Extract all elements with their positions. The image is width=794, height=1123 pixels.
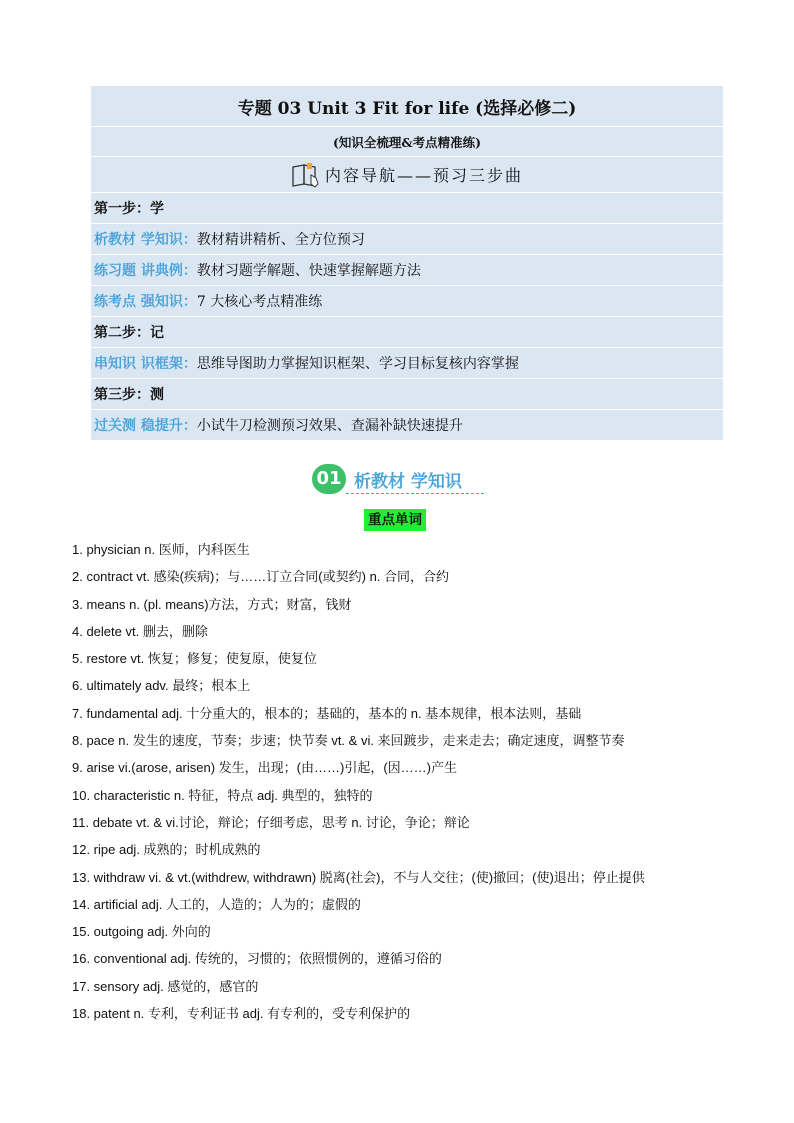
section-number: 01 (312, 464, 346, 494)
step-heading: 第三步：测 (91, 379, 723, 410)
step-item (91, 348, 723, 379)
vocab-item: 14. artificial adj. 人工的，人造的；人为的；虚假的 (72, 896, 361, 912)
step-heading: 第一步：学 (91, 193, 723, 224)
vocab-item: 10. characteristic n. 特征，特点 adj. 典型的，独特的 (72, 787, 373, 803)
step-item-label: 串知识 识框架： (94, 356, 197, 372)
section-underline (346, 493, 484, 494)
section-title: 析教材 学知识 (354, 472, 462, 492)
step-heading: 第二步：记 (91, 317, 723, 348)
step-item-text: 教材习题学解题、快速掌握解题方法 (196, 263, 421, 279)
vocab-list (72, 538, 752, 1029)
vocab-item: 17. sensory adj. 感觉的，感官的 (72, 978, 259, 994)
step-item-label: 过关测 稳提升： (94, 418, 197, 434)
vocab-item: 1. physician n. 医师，内科医生 (72, 542, 250, 557)
page-title: 专题 03 Unit 3 Fit for life (选择必修二) (91, 86, 723, 127)
vocab-item: 11. debate vt. & vi.讨论，辩论；仔细考虑，思考 n. 讨论，争论；辩论 (72, 814, 470, 830)
section-banner (312, 462, 487, 496)
vocab-item: 6. ultimately adv. 最终；根本上 (72, 678, 251, 694)
vocab-item: 13. withdraw vi. & vt.(withdrew, withdrawn) 脱离(社会)，不与人交往；(使)撤回；(使)退出；停止提供 (72, 869, 645, 885)
vocab-item: 18. patent n. 专利，专利证书 adj. 有专利的，受专利保护的 (72, 1006, 411, 1022)
vocab-item: 2. contract vt. 感染(疾病)；与……订立合同(或契约) n. 合同，合约 (72, 569, 450, 585)
step-item (91, 410, 723, 441)
vocab-item: 7. fundamental adj. 十分重大的，根本的；基础的，基本的 n. 基本规律，根本法则，基础 (72, 705, 582, 721)
vocab-item: 9. arise vi.(arose, arisen) 发生，出现；(由……)引起，(因……)产生 (72, 760, 457, 776)
vocab-item: 5. restore vt. 恢复；修复；使复原，使复位 (72, 651, 317, 667)
step-item-label: 练习题 讲典例： (94, 263, 197, 279)
step-item-label: 练考点 强知识： (94, 294, 197, 310)
book-icon (291, 162, 321, 188)
step-item (91, 286, 723, 317)
vocab-item: 12. ripe adj. 成熟的；时机成熟的 (72, 842, 261, 858)
key-words-tag: 重点单词 (364, 509, 426, 531)
step-item-text: 教材精讲精析、全方位预习 (196, 232, 365, 248)
nav-title: 内容导航——预习三步曲 (324, 166, 523, 185)
vocab-item: 4. delete vt. 删去，删除 (72, 623, 208, 639)
page-subtitle: (知识全梳理&考点精准练) (91, 127, 723, 157)
step-item-text: 思维导图助力掌握知识框架、学习目标复核内容掌握 (196, 356, 519, 372)
step-item (91, 255, 723, 286)
vocab-item: 16. conventional adj. 传统的，习惯的；依照惯例的，遵循习俗的 (72, 951, 442, 967)
step-item-label: 析教材 学知识： (94, 232, 197, 248)
header-box (91, 86, 723, 441)
vocab-item: 8. pace n. 发生的速度，节奏；步速；快节奏 vt. & vi. 来回踱步，走来走去；确定速度，调整节奏 (72, 733, 625, 749)
step-item-text: 小试牛刀检测预习效果、查漏补缺快速提升 (196, 418, 463, 434)
step-item-text: 7 大核心考点精准练 (196, 294, 323, 310)
step-item (91, 224, 723, 255)
vocab-item: 15. outgoing adj. 外向的 (72, 924, 211, 940)
vocab-item: 3. means n. (pl. means)方法，方式；财富，钱财 (72, 596, 352, 612)
nav-heading (91, 157, 723, 193)
